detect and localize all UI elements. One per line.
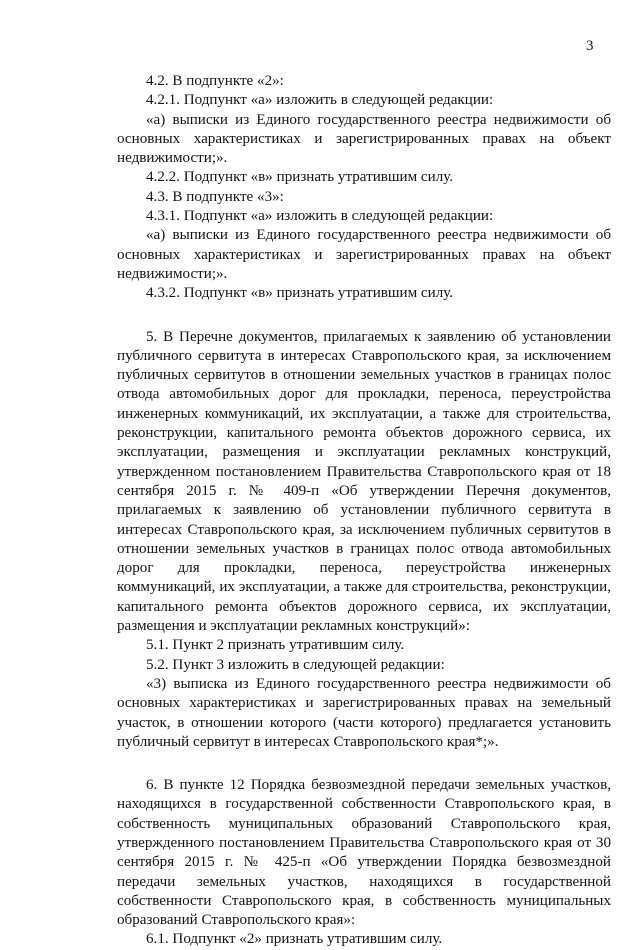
paragraph: «а) выписки из Единого государственного реестра недвижимости об основных характеристиках и зарегистрированных правах на объект недвижимости;». bbox=[117, 227, 611, 282]
section-4-continued bbox=[117, 72, 611, 304]
spacer bbox=[117, 752, 611, 776]
page-number: 3 bbox=[586, 38, 594, 54]
paragraph: 6. В пункте 12 Порядка безвозмездной передачи земельных участков, находящихся в государственной собственности Ставропольского края, в собственность муниципальных образований Ставропольского края, утвержденного постановлением Правительства Ставропольского края от 30 сентября 2015 г. № 425-п «Об утверждении Порядка безвозмездной передачи земельных участков, находящихся в государственной собственности Ставропольского края, в собственность муниципальных образований Ставропольского края»: bbox=[117, 777, 611, 929]
paragraph: 5.1. Пункт 2 признать утратившим силу. bbox=[146, 637, 405, 654]
paragraph: «а) выписки из Единого государственного реестра недвижимости об основных характеристиках и зарегистрированных правах на объект недвижимости;». bbox=[117, 111, 611, 167]
paragraph: 4.2.2. Подпункт «в» признать утратившим силу. bbox=[146, 169, 454, 186]
paragraph: 4.3.1. Подпункт «а» изложить в следующей редакции: bbox=[146, 208, 494, 225]
paragraph: 4.3.2. Подпункт «в» признать утратившим силу. bbox=[146, 285, 454, 302]
paragraph: 4.3. В подпункте «3»: bbox=[146, 188, 284, 205]
spacer bbox=[117, 304, 611, 328]
document-body bbox=[117, 72, 611, 950]
paragraph: 4.2. В подпункте «2»: bbox=[146, 73, 284, 89]
paragraph: 5.2. Пункт 3 изложить в следующей редакции: bbox=[146, 656, 445, 673]
section-6 bbox=[117, 776, 611, 950]
paragraph: 6.1. Подпункт «2» признать утратившим силу. bbox=[146, 931, 443, 948]
section-5 bbox=[117, 328, 611, 753]
paragraph: 4.2.1. Подпункт «а» изложить в следующей редакции: bbox=[146, 92, 494, 109]
paragraph: 5. В Перечне документов, прилагаемых к заявлению об установлении публичного сервитута в интересах Ставропольского края, за исключением публичных сервитутов в отношении земельных участков в границах полос отвода автомобильных дорог для прокладки, переноса, переустройства инженерных коммуникаций, их эксплуатации, а также для строительства, реконструкции, капитального ремонта объектов дорожного сервиса, их эксплуатации, размещения и эксплуатации рекламных конструкций, утвержденном постановлением Правительства Ставропольского края от 18 сентября 2015 г. № 409-п «Об утверждении Перечня документов, прилагаемых к заявлению об установлении публичного сервитута в интересах Ставропольского края, за исключением публичных сервитутов в отношении земельных участков в границах полос отвода автомобильных дорог для прокладки, переноса, переустройства инженерных коммуникаций, их эксплуатации, а также для строительства, реконструкции, капитального ремонта объектов дорожного сервиса, их эксплуатации, размещения и эксплуатации рекламных конструкций»: bbox=[117, 328, 611, 635]
paragraph: «3) выписка из Единого государственного реестра недвижимости об основных характеристиках и зарегистрированных правах на земельный участок, в отношении которого (части которого) предлагается установить публичный сервитут в интересах Ставропольского края*;». bbox=[117, 675, 611, 750]
